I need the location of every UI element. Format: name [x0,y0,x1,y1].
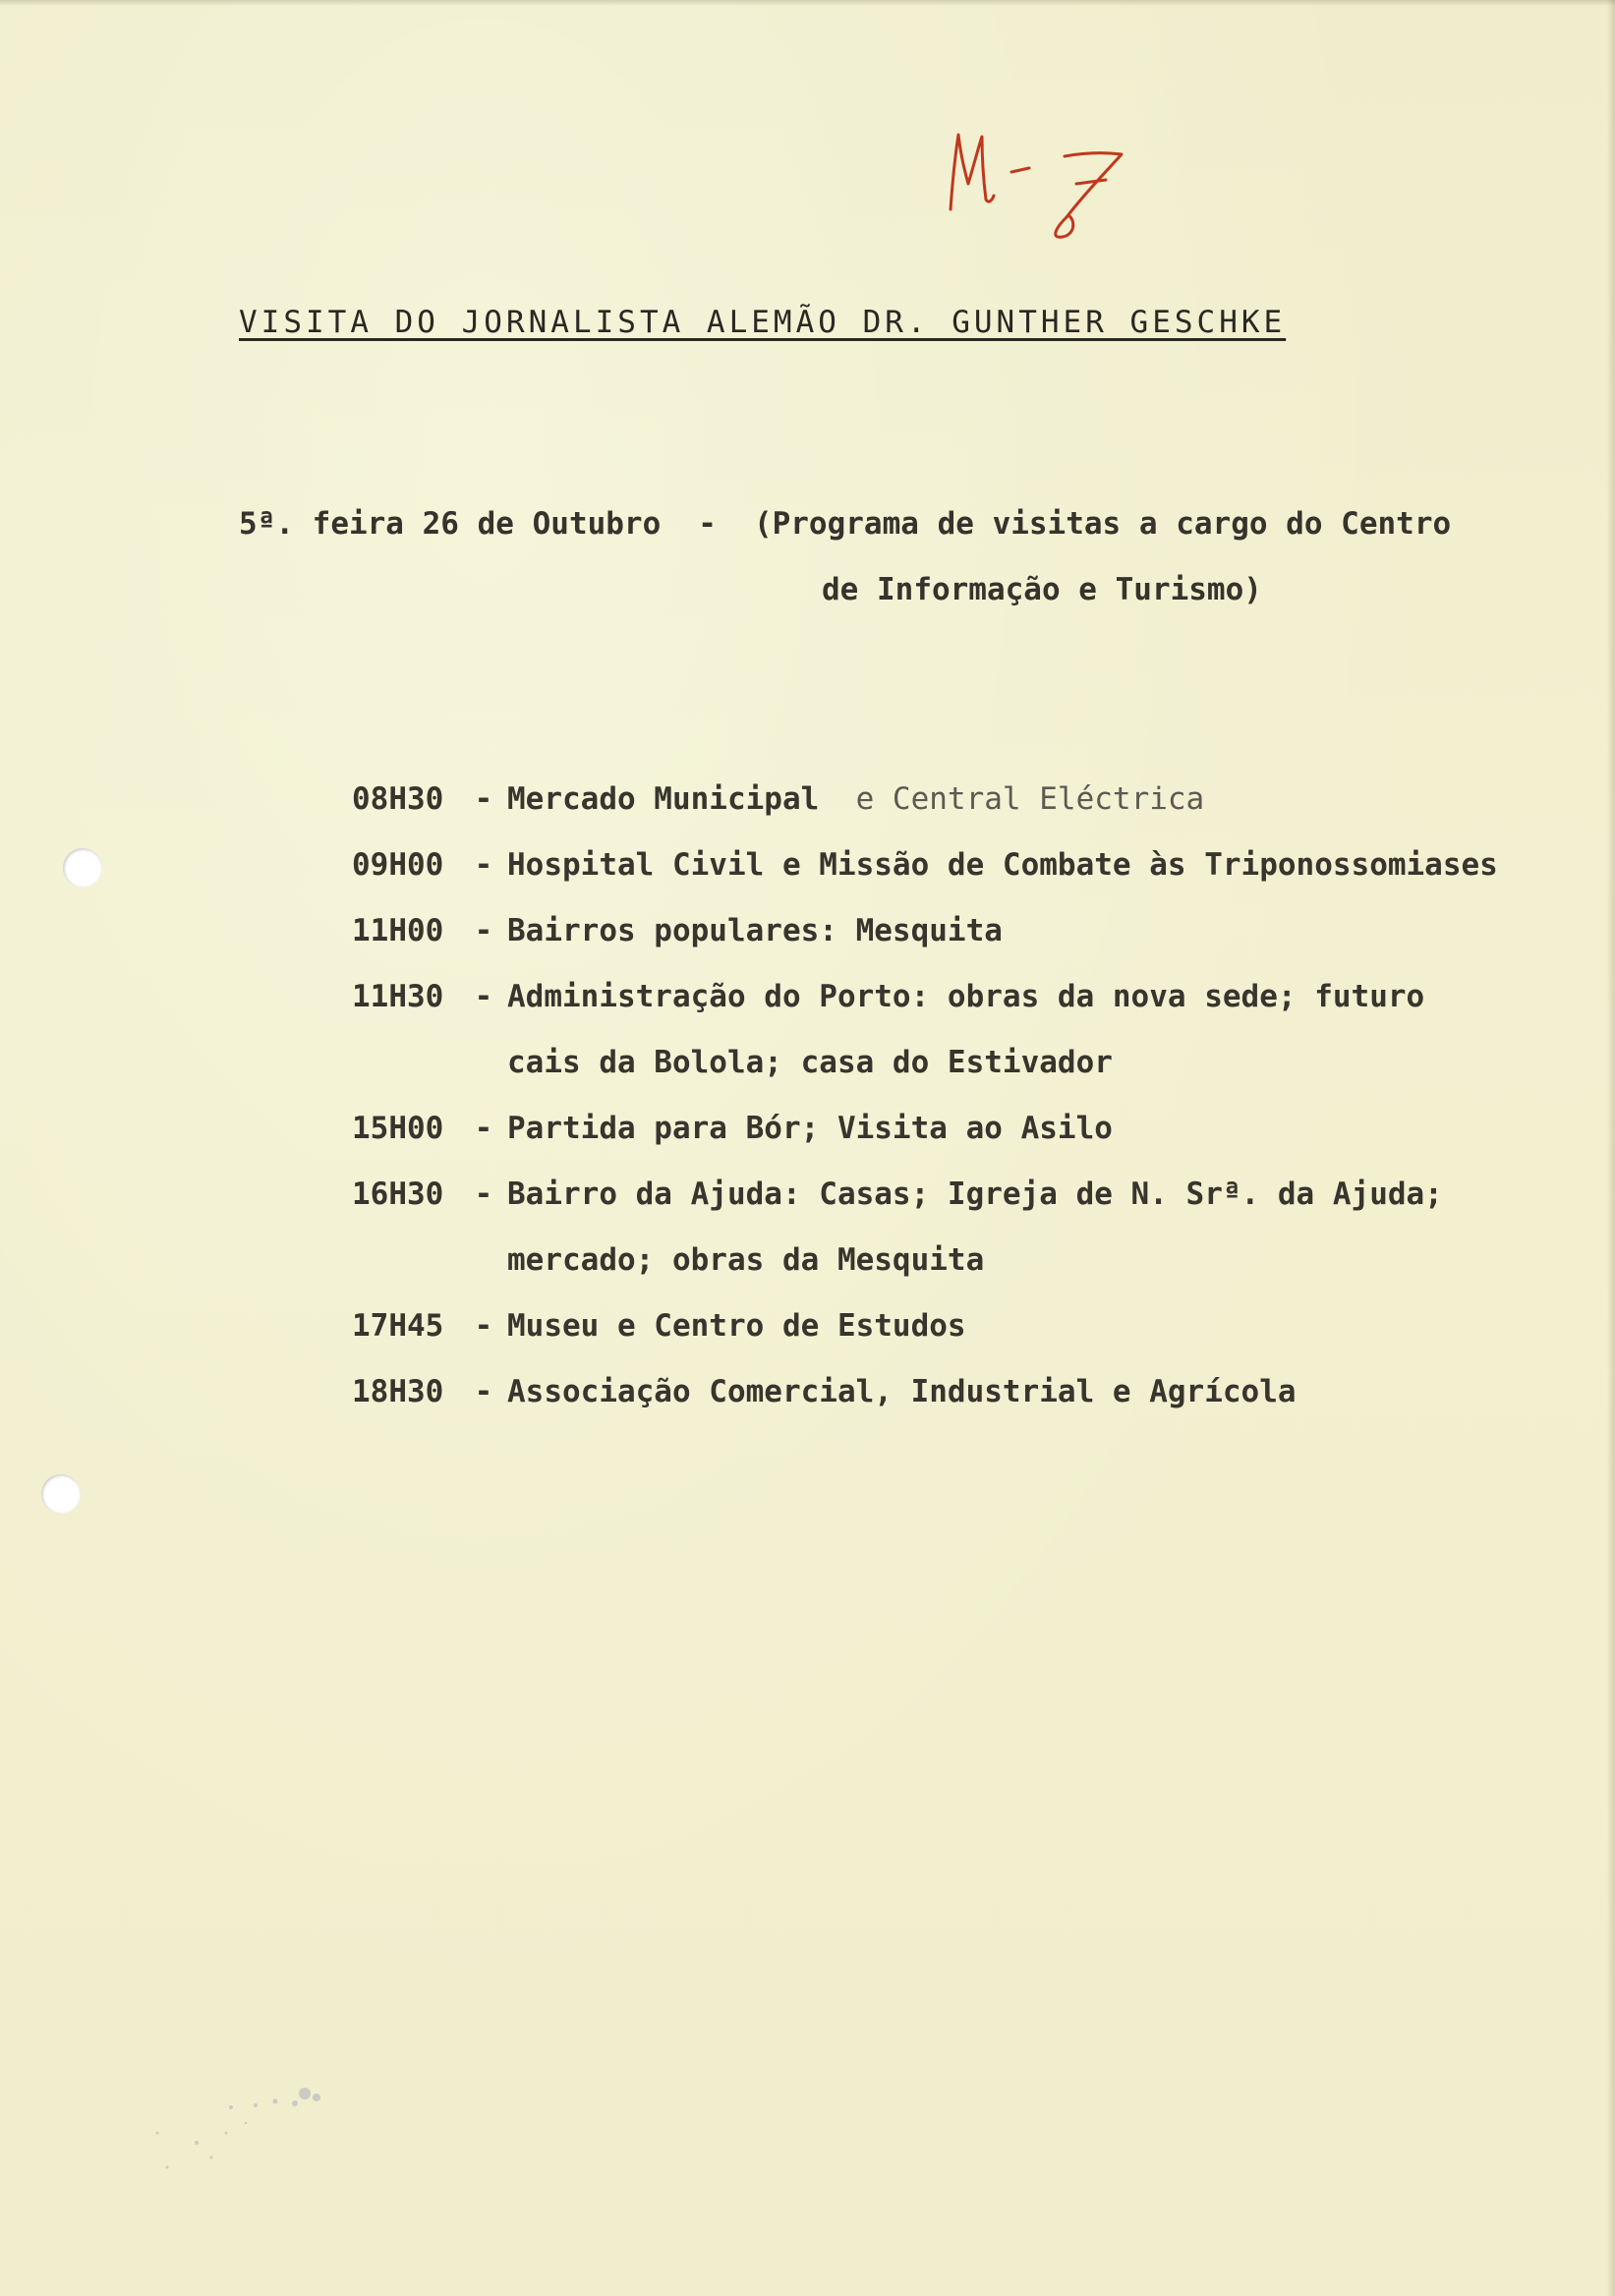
schedule-entry [352,1162,1571,1228]
day-label: 5ª. feira 26 de Outubro [239,506,662,542]
entry-time: 11H00 [352,913,444,948]
entry-time: 16H30 [352,1177,444,1212]
schedule-entry [352,1359,1571,1425]
entry-description [507,767,1571,832]
ink-smudge [138,2064,354,2196]
schedule-entry [352,767,1571,832]
schedule-entry-continuation [352,1030,1571,1096]
entry-description: Administração do Porto: obras da nova sede; futuro [507,979,1425,1014]
entry-separator: - [474,1374,493,1409]
schedule-entry-continuation [352,1228,1571,1293]
handwritten-annotation-drawing [939,123,1165,251]
schedule-entry [352,898,1571,964]
entry-time: 17H45 [352,1308,444,1344]
entry-description: cais da Bolola; casa do Estivador [507,1045,1113,1080]
day-line [239,506,1451,542]
schedule-entry [352,1293,1571,1359]
entry-time: 08H30 [352,781,444,817]
entry-description-extra: e Central Eléctrica [855,781,1205,817]
entry-description: Hospital Civil e Missão de Combate às Triponossomiases [507,847,1498,883]
ink-smudge-drawing [138,2064,354,2192]
entry-time: 09H00 [352,847,444,883]
paper-right-edge [1607,0,1615,2296]
punch-hole-top [63,848,102,888]
schedule-entry [352,964,1571,1030]
entry-description: mercado; obras da Mesquita [507,1242,985,1278]
entry-separator: - [474,913,493,948]
entry-time: 15H00 [352,1111,444,1146]
entry-separator: - [474,781,493,817]
paper-top-edge [0,0,1615,6]
entry-time: 18H30 [352,1374,444,1409]
entry-description: Associação Comercial, Industrial e Agrícola [507,1374,1297,1409]
entry-description: Bairros populares: Mesquita [507,913,1003,948]
document-title: VISITA DO JORNALISTA ALEMÃO DR. GUNTHER GESCHKE [239,305,1287,340]
entry-description: Museu e Centro de Estudos [507,1308,966,1344]
entry-description: Bairro da Ajuda: Casas; Igreja de N. Srª. da Ajuda; [507,1177,1443,1212]
entry-time: 11H30 [352,979,444,1014]
handwritten-annotation [939,123,1165,255]
entry-separator: - [474,1308,493,1344]
entry-separator: - [474,1177,493,1212]
punch-hole-bottom [41,1474,81,1514]
entry-separator: - [474,1111,493,1146]
entry-separator: - [474,847,493,883]
entry-separator: - [474,979,493,1014]
schedule-list [352,767,1571,1425]
entry-description: Partida para Bór; Visita ao Asilo [507,1111,1113,1146]
entry-description-text: Mercado Municipal [507,781,820,817]
schedule-entry [352,832,1571,898]
schedule-entry [352,1096,1571,1162]
day-note-continuation: de Informação e Turismo) [822,572,1262,607]
day-note: (Programa de visitas a cargo do Centro [753,506,1452,542]
day-dash: - [698,506,717,542]
